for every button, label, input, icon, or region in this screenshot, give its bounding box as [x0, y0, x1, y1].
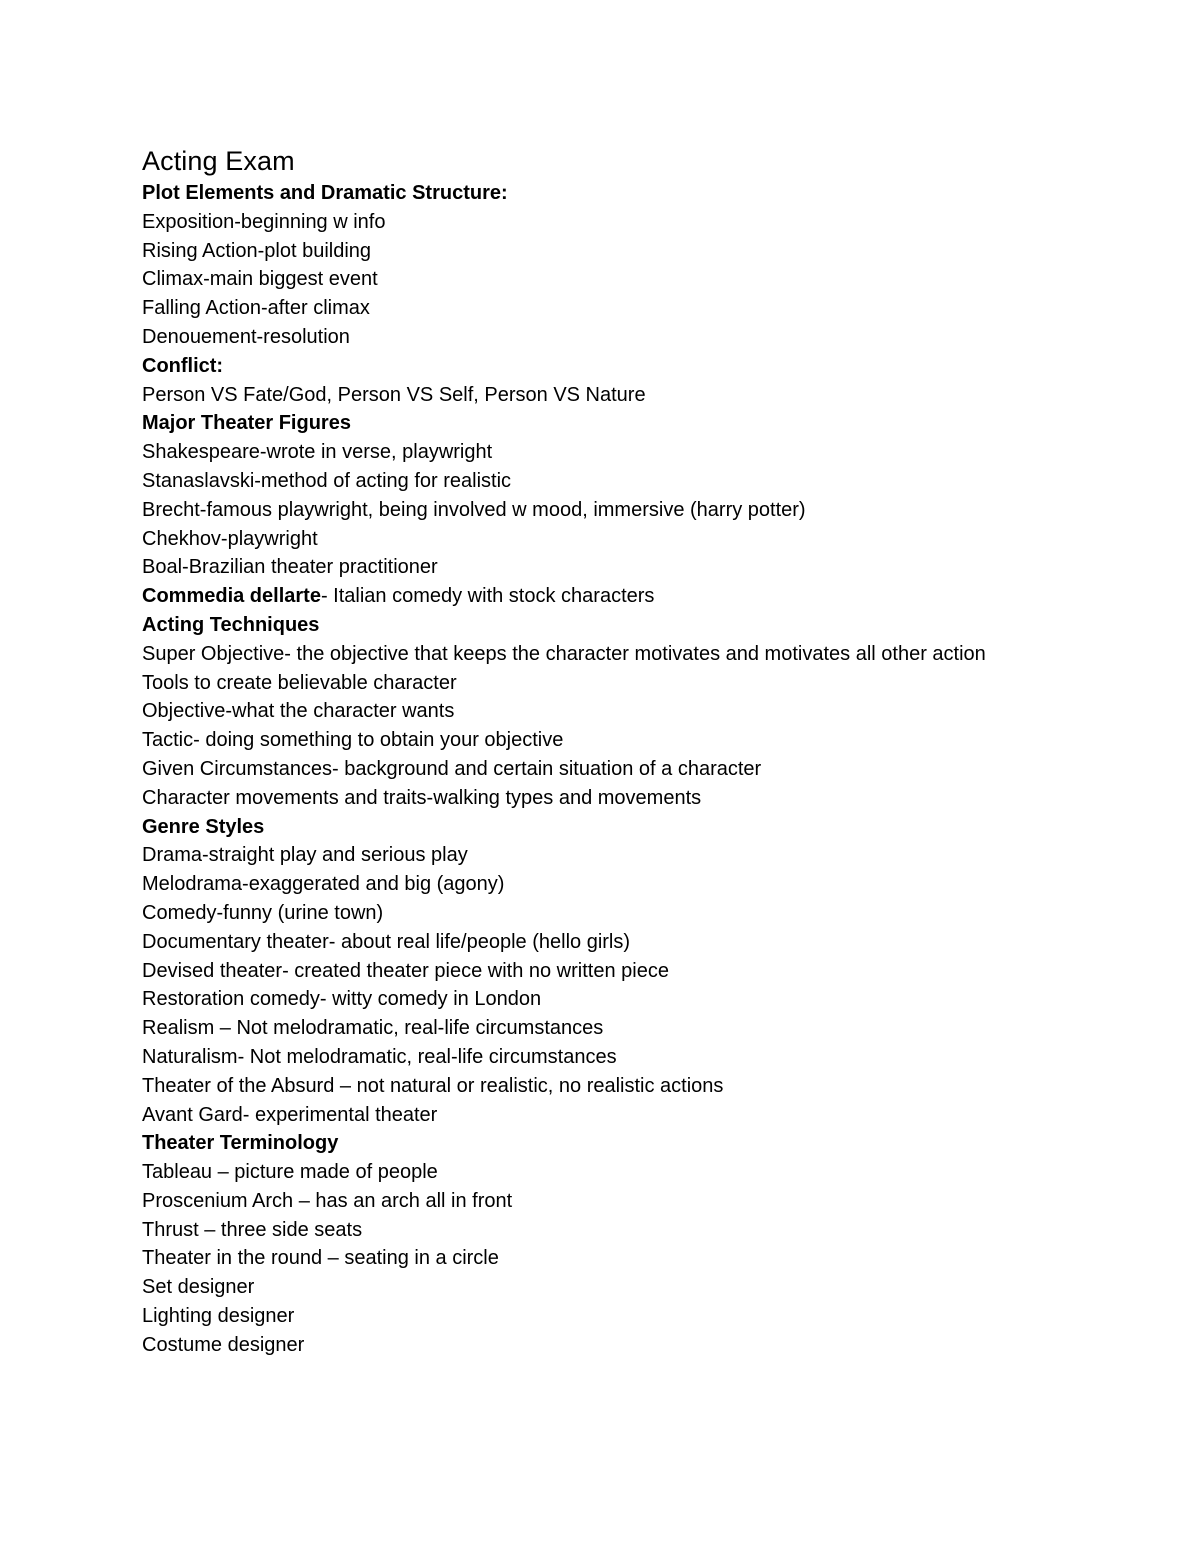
genre-item: Avant Gard- experimental theater [142, 1103, 438, 1126]
conflict-heading: Conflict: [142, 354, 224, 377]
plot-item: Climax-main biggest event [142, 268, 378, 291]
genre-item: Melodrama-exaggerated and big (agony) [142, 873, 505, 896]
figure-item: Chekhov-playwright [142, 527, 318, 550]
commedia-term: Commedia dellarte [142, 585, 321, 608]
genre-item: Drama-straight play and serious play [142, 844, 468, 867]
figure-item: Shakespeare-wrote in verse, playwright [142, 441, 493, 464]
technique-item: Objective-what the character wants [142, 700, 455, 723]
genre-item: Restoration comedy- witty comedy in London [142, 988, 542, 1011]
figures-heading: Major Theater Figures [142, 412, 351, 435]
genre-item: Realism – Not melodramatic, real-life circumstances [142, 1017, 604, 1040]
genre-item: Naturalism- Not melodramatic, real-life circumstances [142, 1045, 617, 1068]
terminology-item: Proscenium Arch – has an arch all in front [142, 1189, 513, 1212]
plot-item: Rising Action-plot building [142, 239, 372, 262]
super-objective-item: Super Objective- the objective that keeps the character motivates and motivates all other action [142, 642, 986, 665]
genre-item: Devised theater- created theater piece with no written piece [142, 959, 669, 982]
figure-item: Boal-Brazilian theater practitioner [142, 556, 438, 579]
plot-heading: Plot Elements and Dramatic Structure: [142, 182, 508, 204]
figure-item: Stanaslavski-method of acting for realistic [142, 469, 512, 492]
document-title: Acting Exam [142, 146, 295, 176]
terminology-item: Lighting designer [142, 1305, 295, 1328]
technique-item: Tools to create believable character [142, 671, 457, 694]
figure-item: Brecht-famous playwright, being involved w mood, immersive (harry potter) [142, 498, 806, 521]
commedia-definition: - Italian comedy with stock characters [320, 585, 655, 608]
document-body [142, 143, 1042, 1360]
plot-item: Denouement-resolution [142, 325, 350, 348]
plot-item: Exposition-beginning w info [142, 210, 386, 233]
genre-item: Comedy-funny (urine town) [142, 901, 384, 924]
genre-item: Documentary theater- about real life/people (hello girls) [142, 930, 631, 953]
commedia-line [142, 582, 1042, 611]
technique-item: Tactic- doing something to obtain your objective [142, 729, 564, 752]
terminology-heading: Theater Terminology [142, 1132, 339, 1155]
terminology-item: Set designer [142, 1276, 255, 1299]
genre-item: Theater of the Absurd – not natural or realistic, no realistic actions [142, 1074, 724, 1097]
plot-item: Falling Action-after climax [142, 297, 370, 320]
techniques-heading: Acting Techniques [142, 613, 320, 636]
conflict-item: Person VS Fate/God, Person VS Self, Person VS Nature [142, 383, 646, 406]
technique-item: Given Circumstances- background and certain situation of a character [142, 757, 762, 780]
terminology-item: Theater in the round – seating in a circle [142, 1247, 499, 1270]
technique-item: Character movements and traits-walking types and movements [142, 786, 702, 809]
genre-heading: Genre Styles [142, 815, 265, 838]
terminology-item: Costume designer [142, 1333, 305, 1356]
terminology-item: Thrust – three side seats [142, 1218, 363, 1241]
terminology-item: Tableau – picture made of people [142, 1161, 438, 1184]
